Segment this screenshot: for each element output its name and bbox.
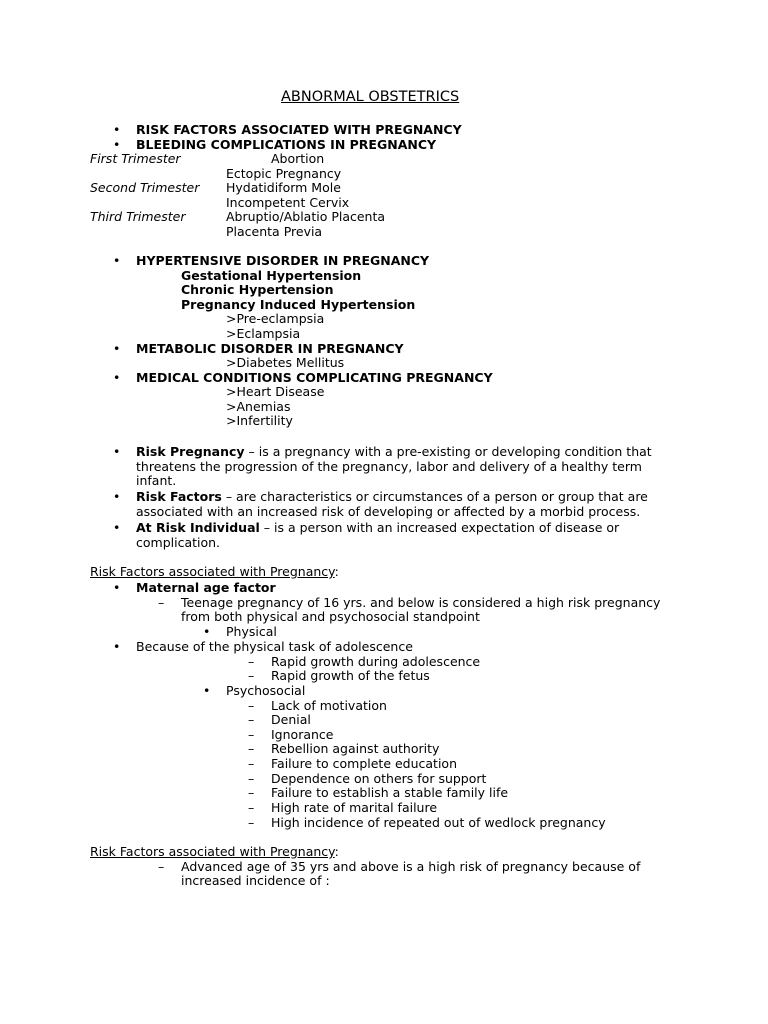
top-bullet-1: RISK FACTORS ASSOCIATED WITH PREGNANCY [136,122,462,137]
bullet: • [113,253,121,268]
dash: – [248,654,255,669]
psychosocial-item: Denial [271,712,311,727]
section-heading-colon: : [334,564,339,579]
psychosocial-item: Ignorance [271,727,334,742]
definition-text: – is a pregnancy with a pre-existing or developing condition that [244,444,652,459]
metabolic-item: >Diabetes Mellitus [226,355,345,370]
second-trimester-item: Hydatidiform Mole [226,180,341,195]
psychosocial-item: High rate of marital failure [271,800,438,815]
metabolic-heading: METABOLIC DISORDER IN PREGNANCY [136,341,404,356]
psychosocial-item: Failure to establish a stable family life [271,785,509,800]
third-trimester-item: Placenta Previa [226,224,323,239]
advanced-age-line: increased incidence of : [181,873,330,888]
third-trimester-label: Third Trimester [90,209,186,224]
dash: – [248,741,255,756]
definition-text: – are characteristics or circumstances of a person or group that are [221,489,648,504]
bullet: • [113,122,121,137]
definition-text: – is a person with an increased expectation of disease or [259,520,620,535]
hypertensive-item: Pregnancy Induced Hypertension [181,297,416,312]
definition-term: At Risk Individual [136,520,260,535]
definition-text: complication. [136,535,221,550]
definition-text: threatens the progression of the pregnancy, labor and delivery of a healthy term [136,459,642,474]
medical-item: >Infertility [226,413,293,428]
physical-item: Rapid growth during adolescence [271,654,481,669]
definition-risk-pregnancy [136,445,652,460]
bullet: • [203,624,211,639]
psychosocial-item: Failure to complete education [271,756,458,771]
definition-term: Risk Pregnancy [136,444,245,459]
section-heading-colon: : [334,844,339,859]
definition-at-risk-individual [136,521,619,536]
hypertensive-item: Gestational Hypertension [181,268,362,283]
hypertensive-item: Chronic Hypertension [181,282,334,297]
teenage-line: from both physical and psychosocial standpoint [181,609,480,624]
section2-heading [90,845,339,860]
hypertensive-heading: HYPERTENSIVE DISORDER IN PREGNANCY [136,253,430,268]
bullet: • [113,370,121,385]
bullet: • [203,683,211,698]
section-heading-text: Risk Factors associated with Pregnancy [90,564,335,579]
bullet: • [113,520,121,535]
bullet: • [113,489,121,504]
medical-item: >Heart Disease [226,384,325,399]
dash: – [158,859,165,874]
section-heading-text: Risk Factors associated with Pregnancy [90,844,335,859]
bullet: • [113,341,121,356]
second-trimester-item: Incompetent Cervix [226,195,350,210]
psychosocial-item: Rebellion against authority [271,741,440,756]
dash: – [158,595,165,610]
definition-text: infant. [136,473,177,488]
dash: – [248,727,255,742]
bullet: • [113,580,121,595]
page-title: ABNORMAL OBSTETRICS [281,89,460,105]
definition-term: Risk Factors [136,489,222,504]
maternal-age-factor: Maternal age factor [136,580,276,595]
section1-heading [90,565,339,580]
bullet: • [113,639,121,654]
psychosocial-label: Psychosocial [226,683,306,698]
medical-heading: MEDICAL CONDITIONS COMPLICATING PREGNANCY [136,370,493,385]
psychosocial-item: Lack of motivation [271,698,387,713]
dash: – [248,771,255,786]
teenage-line: Teenage pregnancy of 16 yrs. and below is considered a high risk pregnancy [181,595,661,610]
dash: – [248,756,255,771]
bullet: • [113,444,121,459]
physical-item: Rapid growth of the fetus [271,668,430,683]
hypertensive-subitem: >Eclampsia [226,326,301,341]
dash: – [248,698,255,713]
top-bullet-2: BLEEDING COMPLICATIONS IN PREGNANCY [136,137,437,152]
because-line: Because of the physical task of adolescence [136,639,413,654]
second-trimester-label: Second Trimester [90,180,200,195]
third-trimester-item: Abruptio/Ablatio Placenta [226,209,386,224]
dash: – [248,712,255,727]
physical-label: Physical [226,624,277,639]
dash: – [248,800,255,815]
definition-text: associated with an increased risk of developing or affected by a morbid process. [136,504,641,519]
bullet: • [113,137,121,152]
dash: – [248,815,255,830]
first-trimester-label: First Trimester [90,151,181,166]
advanced-age-line: Advanced age of 35 yrs and above is a high risk of pregnancy because of [181,859,641,874]
first-trimester-item: Ectopic Pregnancy [226,166,342,181]
dash: – [248,785,255,800]
psychosocial-item: High incidence of repeated out of wedlock pregnancy [271,815,606,830]
hypertensive-subitem: >Pre-eclampsia [226,311,325,326]
definition-risk-factors [136,490,648,505]
dash: – [248,668,255,683]
first-trimester-item: Abortion [271,151,325,166]
medical-item: >Anemias [226,399,291,414]
psychosocial-item: Dependence on others for support [271,771,487,786]
